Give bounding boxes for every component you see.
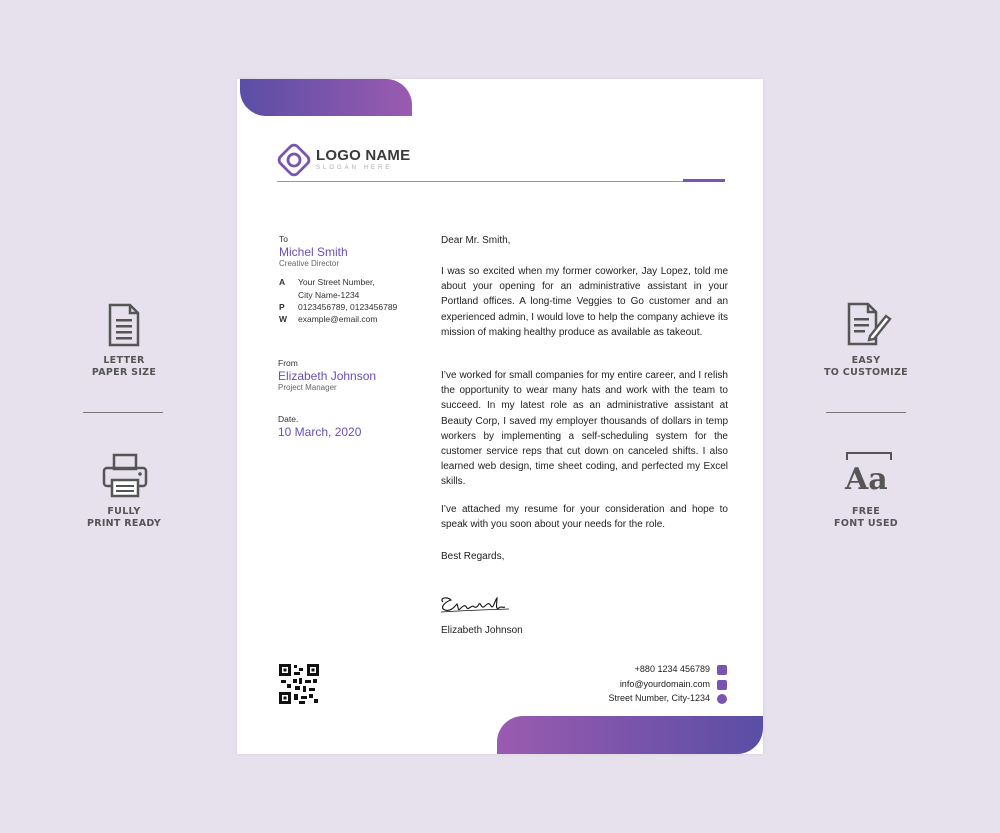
footer-phone: +880 1234 456789 — [634, 664, 710, 674]
date-value: 10 March, 2020 — [278, 425, 362, 439]
sender-name: Elizabeth Johnson — [278, 369, 377, 383]
date-label: Date. — [278, 414, 299, 424]
contact-address: A Your Street Number, — [279, 277, 375, 287]
logo-slogan: SLOGAN HERE — [316, 165, 393, 171]
footer-gradient-tab — [497, 716, 763, 754]
paragraph-3: I’ve attached my resume for your consideration and hope to speak with you soon about your needs for the role. — [441, 504, 728, 531]
edit-document-icon — [846, 302, 892, 351]
footer-address: Street Number, City-1234 — [608, 693, 710, 703]
letterhead-page — [237, 79, 763, 754]
email-icon — [717, 680, 727, 690]
footer-email: info@yourdomain.com — [619, 679, 710, 689]
printer-icon — [101, 453, 149, 504]
logo-icon — [277, 143, 311, 182]
qr-code-icon — [279, 664, 319, 709]
paragraph-1: I was so excited when my former coworker, Jay Lopez, told me about your opening for an administrative assistant in your Portland offices. A long-time Veggies to Go customer and an experienced admin, I would love to help the company achieve its mission of making healthy produce as available as takeout. — [441, 266, 728, 338]
logo-name: LOGO NAME — [316, 147, 411, 164]
right-divider — [826, 412, 906, 413]
contact-phone: P 0123456789, 0123456789 — [279, 302, 398, 312]
to-label: To — [279, 234, 288, 244]
contact-city: City Name-1234 — [298, 290, 360, 300]
signature-image — [437, 594, 517, 625]
closing: Best Regards, — [441, 551, 505, 562]
header-rule — [277, 181, 725, 182]
font-label: FREE FONT USED — [834, 506, 898, 529]
letter-size-label: LETTER PAPER SIZE — [91, 355, 157, 378]
left-divider — [83, 412, 163, 413]
contact-email: W example@email.com — [279, 314, 378, 324]
sender-role: Project Manager — [278, 383, 337, 392]
paragraph-2: I’ve worked for small companies for my entire career, and I relish the opportunity to wear many hats and work with the team to succeed. In my latest role as an administrative assistant at Beauty Corp, I saved my employer thousands of dollars in temp workers by implementing a self-scheduling system for the customer service reps that cut down on canceled shifts. I also learned web design, time sheet coding, and perfected my Excel skills. — [441, 370, 728, 488]
print-ready-label: FULLY PRINT READY — [86, 506, 162, 529]
signature-name: Elizabeth Johnson — [441, 625, 523, 636]
header-rule-accent — [683, 179, 725, 182]
header-gradient-tab — [240, 79, 412, 116]
font-icon: Aa — [843, 452, 893, 502]
recipient-role: Creative Director — [279, 259, 340, 268]
recipient-name: Michel Smith — [279, 245, 348, 259]
document-icon — [107, 303, 141, 352]
customize-label: EASY TO CUSTOMIZE — [824, 355, 908, 378]
greeting: Dear Mr. Smith, — [441, 235, 511, 246]
phone-icon — [717, 665, 727, 675]
location-icon — [717, 694, 727, 704]
from-label: From — [278, 358, 298, 368]
